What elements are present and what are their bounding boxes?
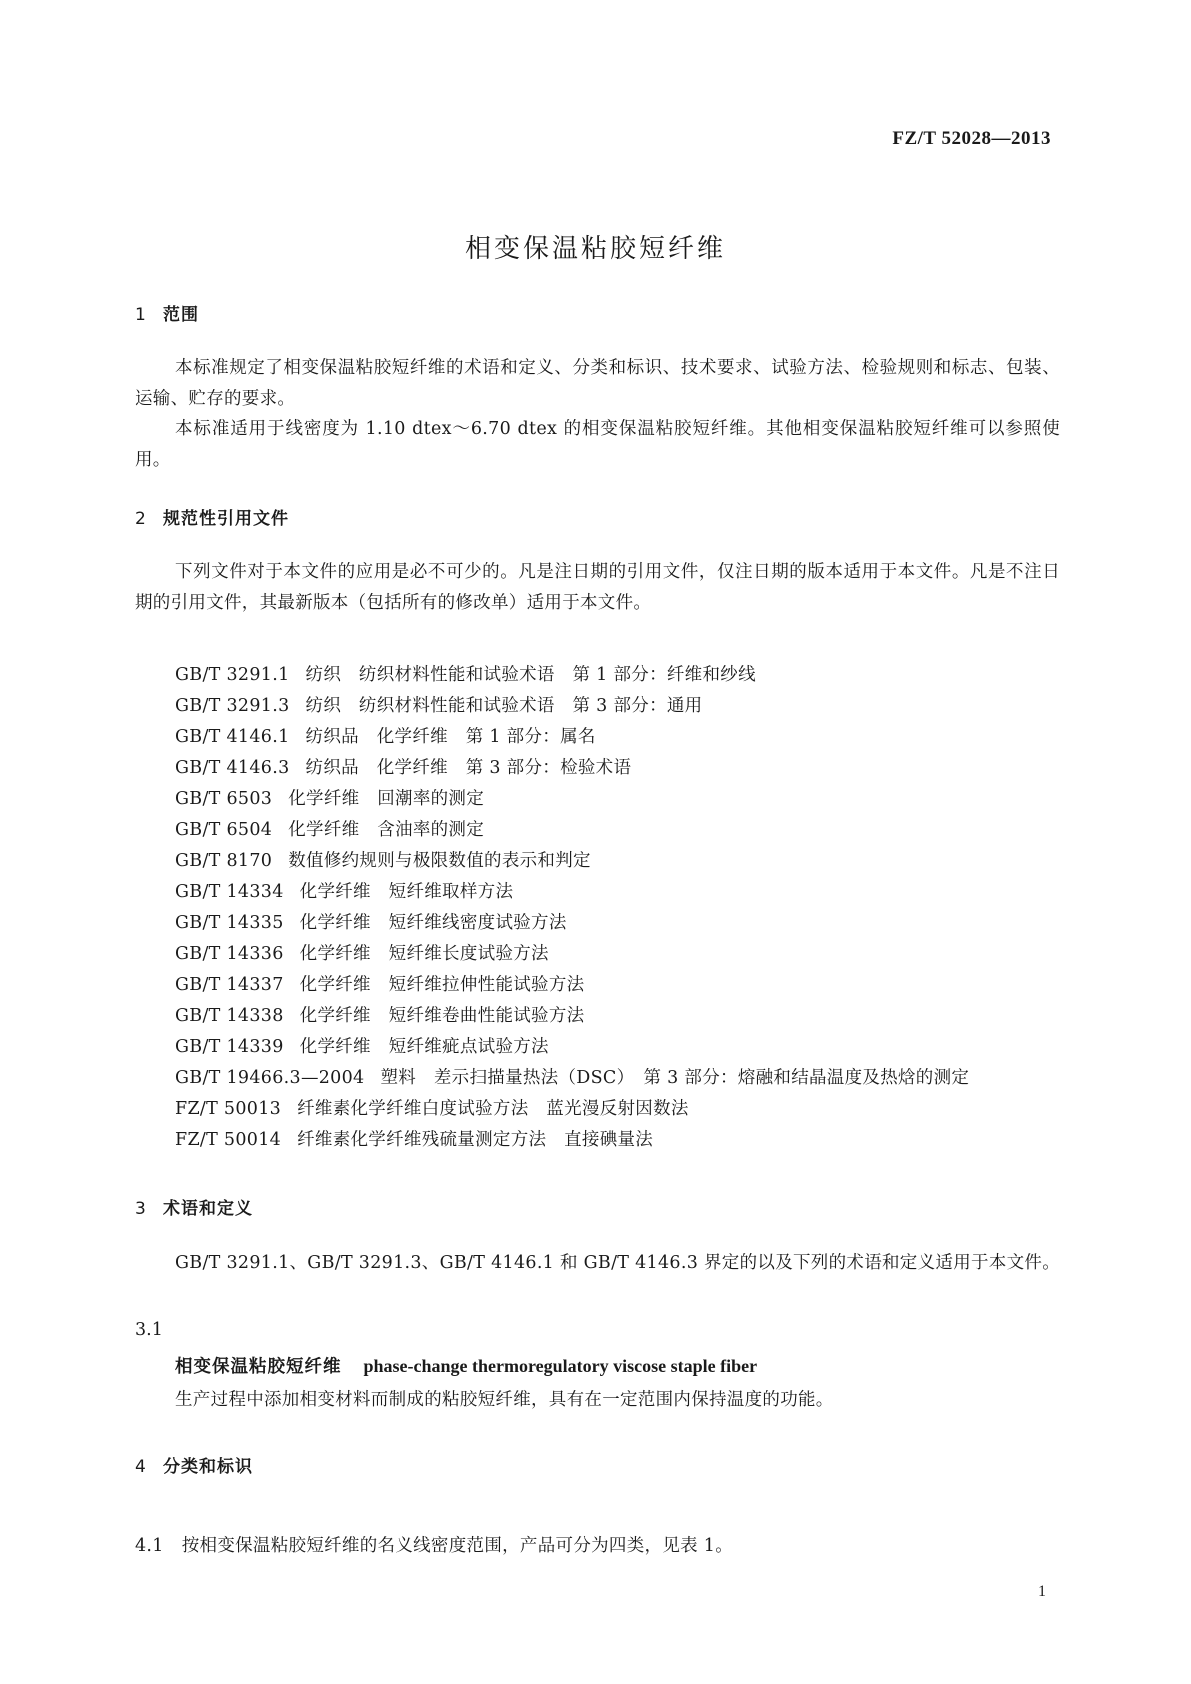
reference-code: GB/T 4146.3 bbox=[175, 758, 290, 778]
list-item bbox=[175, 1094, 1075, 1125]
document-title: 相变保温粘胶短纤维 bbox=[464, 234, 726, 264]
reference-title: 纺织品 化学纤维 第 1 部分：属名 bbox=[305, 727, 596, 747]
list-item bbox=[175, 939, 1075, 970]
section-title: 术语和定义 bbox=[163, 1199, 253, 1219]
reference-title: 数值修约规则与极限数值的表示和判定 bbox=[288, 851, 591, 871]
term-entry bbox=[175, 1353, 757, 1378]
page-number: 1 bbox=[1038, 1583, 1046, 1600]
list-item bbox=[175, 970, 1075, 1001]
term-chinese: 相变保温粘胶短纤维 bbox=[175, 1357, 342, 1377]
reference-code: GB/T 14338 bbox=[175, 1006, 284, 1026]
list-item bbox=[175, 877, 1075, 908]
section-number: 1 bbox=[135, 305, 147, 325]
reference-title: 纤维素化学纤维残硫量测定方法 直接碘量法 bbox=[297, 1130, 654, 1150]
section-heading-scope bbox=[135, 300, 199, 325]
list-item bbox=[175, 722, 1075, 753]
reference-list bbox=[175, 660, 1075, 1156]
clause-number: 4.1 bbox=[135, 1536, 164, 1556]
list-item bbox=[175, 1032, 1075, 1063]
reference-title: 化学纤维 短纤维取样方法 bbox=[299, 882, 514, 902]
reference-title: 纤维素化学纤维白度试验方法 蓝光漫反射因数法 bbox=[297, 1099, 689, 1119]
reference-title: 化学纤维 含油率的测定 bbox=[288, 820, 485, 840]
list-item bbox=[175, 784, 1075, 815]
term-english: phase-change thermoregulatory viscose staple fiber bbox=[363, 1356, 758, 1376]
reference-title: 塑料 差示扫描量热法（DSC） 第 3 部分：熔融和结晶温度及热焓的测定 bbox=[380, 1068, 970, 1088]
reference-title: 纺织品 化学纤维 第 3 部分：检验术语 bbox=[305, 758, 632, 778]
section-number: 4 bbox=[135, 1457, 147, 1477]
reference-code: GB/T 3291.1 bbox=[175, 665, 290, 685]
standard-code: FZ/T 52028—2013 bbox=[892, 128, 1051, 149]
reference-code: FZ/T 50014 bbox=[175, 1130, 282, 1150]
scope-paragraph-2: 本标准适用于线密度为 1.10 dtex～6.70 dtex 的相变保温粘胶短纤维。其他相变保温粘胶短纤维可以参照使用。 bbox=[135, 419, 1060, 470]
reference-title: 化学纤维 短纤维疵点试验方法 bbox=[299, 1037, 549, 1057]
list-item bbox=[175, 1063, 1075, 1094]
section-title: 规范性引用文件 bbox=[163, 509, 289, 529]
section-heading-normative-refs bbox=[135, 504, 289, 529]
terms-intro: GB/T 3291.1、GB/T 3291.3、GB/T 4146.1 和 GB/T 4146.3 界定的以及下列的术语和定义适用于本文件。 bbox=[175, 1253, 1061, 1273]
reference-title: 化学纤维 回潮率的测定 bbox=[288, 789, 485, 809]
section-number: 3 bbox=[135, 1199, 147, 1219]
reference-title: 化学纤维 短纤维长度试验方法 bbox=[299, 944, 549, 964]
reference-code: GB/T 14335 bbox=[175, 913, 284, 933]
reference-code: GB/T 8170 bbox=[175, 851, 273, 871]
term-number: 3.1 bbox=[135, 1320, 163, 1340]
list-item bbox=[175, 1001, 1075, 1032]
reference-code: FZ/T 50013 bbox=[175, 1099, 282, 1119]
clause-text: 按相变保温粘胶短纤维的名义线密度范围，产品可分为四类，见表 1。 bbox=[181, 1536, 734, 1556]
reference-code: GB/T 14337 bbox=[175, 975, 284, 995]
reference-title: 化学纤维 短纤维线密度试验方法 bbox=[299, 913, 567, 933]
list-item bbox=[175, 753, 1075, 784]
section-title: 分类和标识 bbox=[163, 1457, 253, 1477]
section-number: 2 bbox=[135, 509, 147, 529]
scope-paragraph-1: 本标准规定了相变保温粘胶短纤维的术语和定义、分类和标识、技术要求、试验方法、检验规则和标志、包装、运输、贮存的要求。 bbox=[135, 358, 1060, 409]
list-item bbox=[175, 908, 1075, 939]
term-definition: 生产过程中添加相变材料而制成的粘胶短纤维，具有在一定范围内保持温度的功能。 bbox=[175, 1390, 834, 1410]
reference-title: 纺织 纺织材料性能和试验术语 第 1 部分：纤维和纱线 bbox=[305, 665, 756, 685]
reference-code: GB/T 6503 bbox=[175, 789, 273, 809]
reference-code: GB/T 4146.1 bbox=[175, 727, 290, 747]
list-item bbox=[175, 660, 1075, 691]
section-heading-terms bbox=[135, 1194, 253, 1219]
list-item bbox=[175, 846, 1075, 877]
reference-code: GB/T 14336 bbox=[175, 944, 284, 964]
section-title: 范围 bbox=[163, 305, 199, 325]
list-item bbox=[175, 1125, 1075, 1156]
reference-title: 化学纤维 短纤维拉伸性能试验方法 bbox=[299, 975, 585, 995]
reference-code: GB/T 6504 bbox=[175, 820, 273, 840]
list-item bbox=[175, 691, 1075, 722]
reference-title: 纺织 纺织材料性能和试验术语 第 3 部分：通用 bbox=[305, 696, 703, 716]
reference-title: 化学纤维 短纤维卷曲性能试验方法 bbox=[299, 1006, 585, 1026]
reference-code: GB/T 14334 bbox=[175, 882, 284, 902]
reference-code: GB/T 3291.3 bbox=[175, 696, 290, 716]
clause-4-1 bbox=[135, 1532, 733, 1557]
reference-code: GB/T 14339 bbox=[175, 1037, 284, 1057]
section-heading-classification bbox=[135, 1452, 253, 1477]
list-item bbox=[175, 815, 1075, 846]
reference-code: GB/T 19466.3—2004 bbox=[175, 1068, 365, 1088]
normative-refs-intro: 下列文件对于本文件的应用是必不可少的。凡是注日期的引用文件，仅注日期的版本适用于本文件。凡是不注日期的引用文件，其最新版本（包括所有的修改单）适用于本文件。 bbox=[135, 562, 1060, 613]
